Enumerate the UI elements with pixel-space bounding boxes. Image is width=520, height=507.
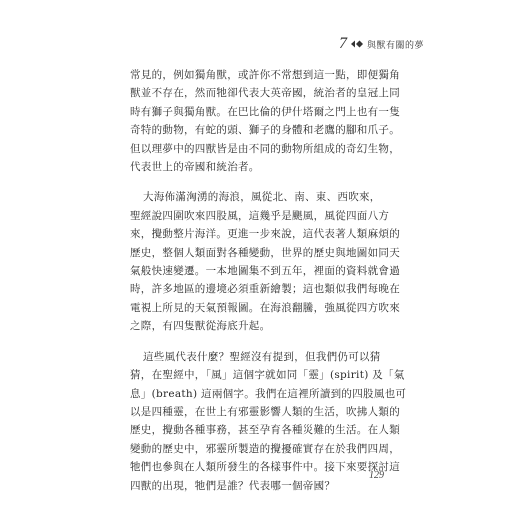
text-line: 奇特的動物，有蛇的頭、獅子的身體和老鷹的腳和爪子。 (130, 124, 400, 137)
paragraph-1 (130, 66, 400, 176)
text-line: 獸並不存在，然而牠卻代表大英帝國，統治者的皇冠上同 (130, 87, 400, 100)
text-line: 歷史，整個人類面對各種變動，世界的歷史與地圖如同天 (130, 246, 400, 259)
body-text (130, 66, 407, 507)
text-line: 代表世上的帝國和統治者。 (130, 161, 260, 174)
text-line: 以是四種靈，在世上有邪靈影響人類的生活，吹拂人類的 (130, 405, 400, 418)
text-line: 息」(breath) 這兩個字。我們在這裡所讀到的四股風也可 (130, 387, 407, 400)
diamond-arrow-icon (351, 40, 363, 48)
text-line: 之際，有四隻獸從海底升起。 (130, 320, 271, 333)
text-line: 這些風代表什麼？聖經沒有提到，但我們仍可以猜 (143, 350, 381, 363)
text-line: 聖經說四圍吹來四股風，這幾乎是颶風，風從四面八方 (130, 209, 390, 222)
text-line: 大海佈滿洶湧的海浪，風從北、南、東、西吹來， (143, 191, 381, 204)
paragraph-2 (130, 188, 400, 335)
paragraph-3 (130, 348, 407, 495)
chapter-number: 7 (338, 35, 347, 52)
text-line: 牠們也參與在人類所發生的各樣事件中。接下來要探討這 (130, 461, 400, 474)
text-line: 四獸的出現，牠們是誰？代表哪一個帝國？ (130, 479, 336, 492)
chapter-title: 與獸有關的夢 (366, 40, 424, 51)
text-line: 變動的歷史中，邪靈所製造的攪擾確實存在於我們四周， (130, 442, 400, 455)
running-header (339, 36, 424, 52)
text-line: 常見的，例如獨角獸，或許你不常想到這一點，即便獨角 (130, 69, 400, 81)
text-line: 氣般快速變遷。一本地圖集不到五年，裡面的資料就會過 (130, 265, 400, 278)
text-line: 猜，在聖經中，「風」這個字就如同「靈」(spirit) 及「氣 (130, 369, 405, 382)
text-line: 電視上所見的天氣預報圖。在海浪翻騰，強風從四方吹來 (130, 301, 400, 314)
text-line: 歷史，攪動各種事務，甚至孕育各種災難的生活。在人類 (130, 424, 400, 437)
text-line: 時有獅子與獨角獸。在巴比倫的伊什塔爾之門上也有一隻 (130, 105, 400, 118)
text-line: 時，許多地區的邊境必須重新繪製；這也類似我們每晚在 (130, 283, 400, 296)
text-line: 來，攪動整片海洋。更進一步來說，這代表著人類麻煩的 (130, 228, 400, 241)
text-line: 但以理夢中的四獸皆是由不同的動物所組成的奇幻生物， (130, 142, 400, 155)
page-number: 129 (369, 470, 384, 481)
